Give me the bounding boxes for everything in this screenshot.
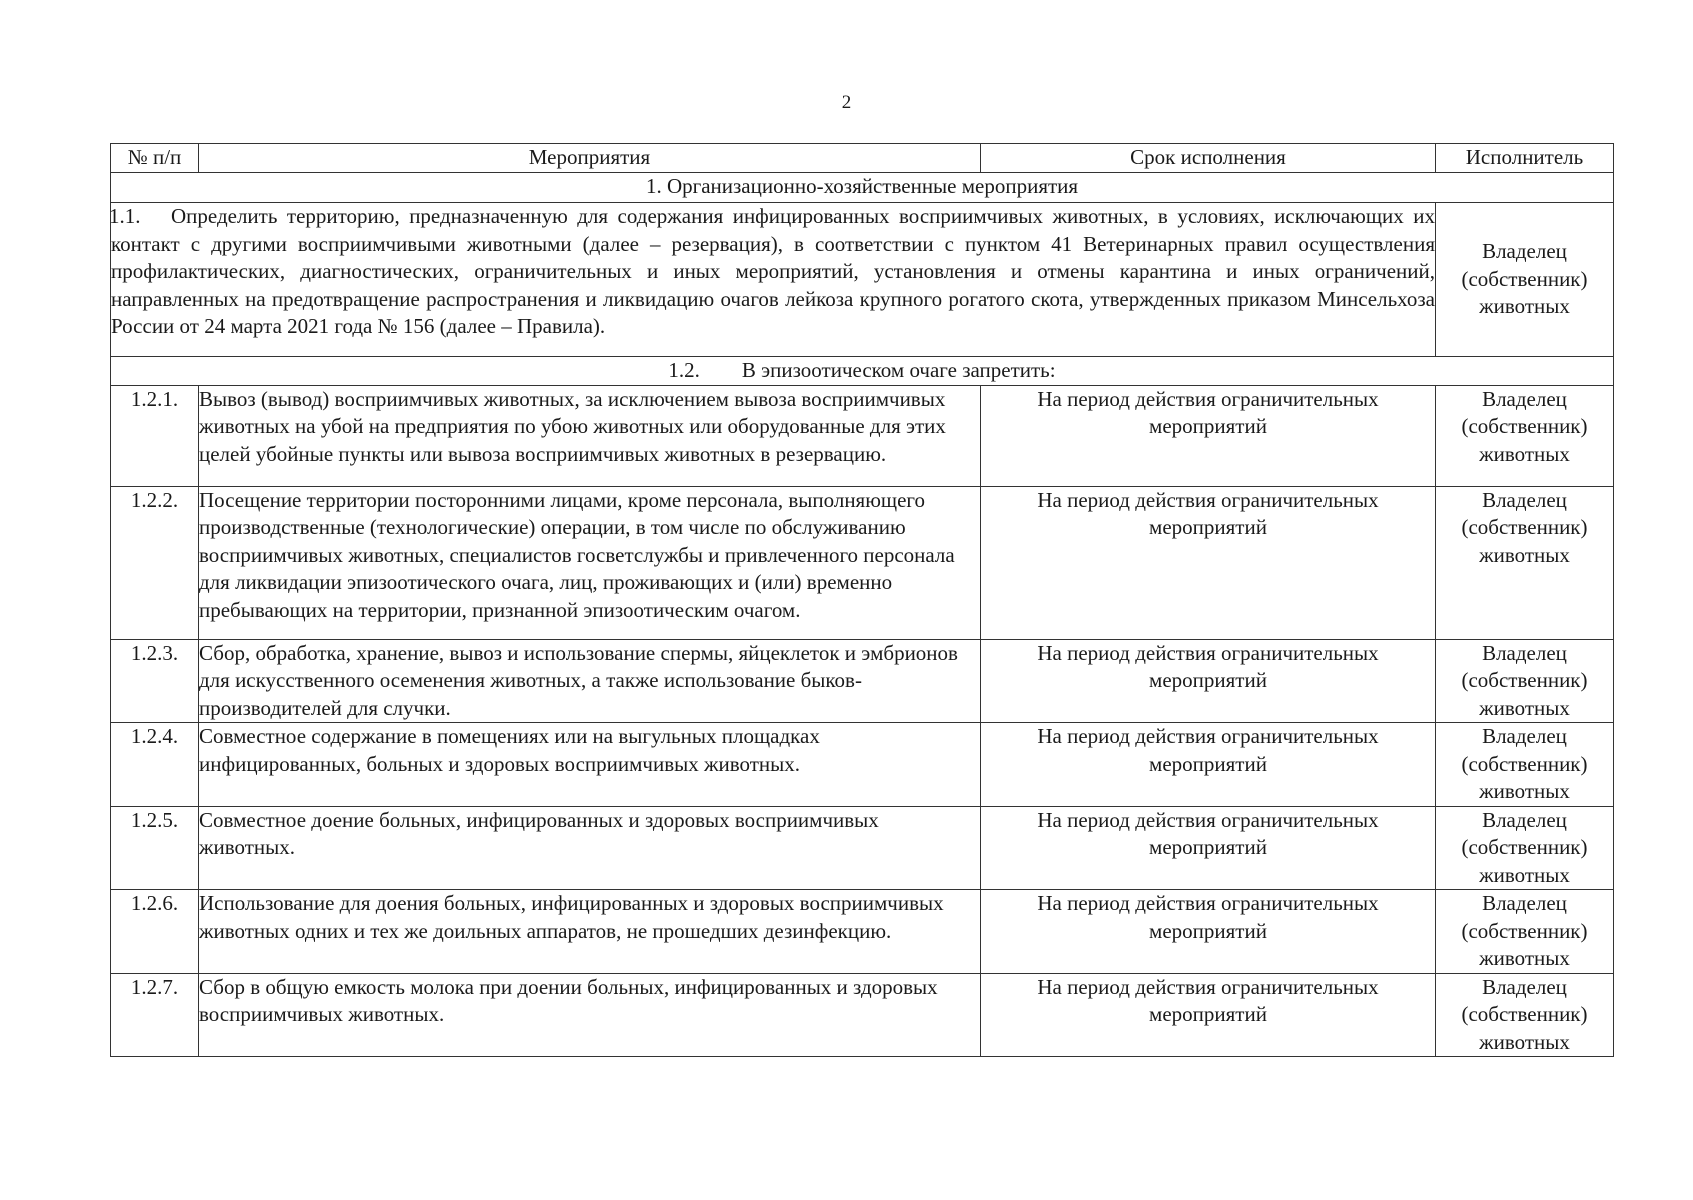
table-row bbox=[111, 973, 1614, 1057]
page-number: 2 bbox=[841, 92, 852, 113]
row-executor: Владелец (собственник) животных bbox=[1436, 486, 1614, 639]
table-row bbox=[111, 806, 1614, 890]
row-executor: Владелец (собственник) животных bbox=[1436, 385, 1614, 486]
subheader-text: В эпизоотическом очаге запретить: bbox=[741, 358, 1056, 382]
subheader-row bbox=[111, 357, 1614, 386]
header-executor: Исполнитель bbox=[1436, 144, 1614, 173]
table-row bbox=[111, 385, 1614, 486]
row-deadline: На период действия ограничительных мероприятий bbox=[981, 806, 1436, 890]
row-number: 1.2.4. bbox=[111, 723, 199, 807]
row-executor: Владелец (собственник) животных bbox=[1436, 203, 1614, 357]
row-deadline: На период действия ограничительных мероприятий bbox=[981, 385, 1436, 486]
row-number: 1.2.7. bbox=[111, 973, 199, 1057]
row-text: Определить территорию, предназначенную для содержания инфицированных восприимчивых животных, в условиях, исключающих их контакт с другими восприимчивыми животными (далее – резервация), в соответствии с пунктом 41 Ветеринарных правил осуществления профилактических, диагностических, ограничительных и иных мероприятий, установления и отмены карантина и иных ограничений, направленных на предотвращение распространения и ликвидацию очагов лейкоза крупного рогатого скота, утвержденных приказом Минсельхоза России от 24 марта 2021 года № 156 (далее – Правила). bbox=[111, 204, 1435, 338]
table-row bbox=[111, 203, 1614, 357]
row-deadline: На период действия ограничительных мероприятий bbox=[981, 890, 1436, 974]
row-number: 1.2.3. bbox=[111, 639, 199, 723]
measures-table bbox=[110, 143, 1614, 1057]
row-text: Посещение территории посторонними лицами, кроме персонала, выполняющего производственные (технологические) операции, в том числе по обслуживанию восприимчивых животных, специалистов госветслужбы и привлеченного персонала для ликвидации эпизоотического очага, лиц, проживающих и (или) временно пребывающих на территории, признанной эпизоотическим очагом. bbox=[199, 486, 981, 639]
subheader-number: 1.2. bbox=[668, 358, 700, 382]
row-number: 1.1. bbox=[109, 204, 141, 228]
section-row bbox=[111, 173, 1614, 203]
row-deadline: На период действия ограничительных мероприятий bbox=[981, 486, 1436, 639]
section-title: 1. Организационно-хозяйственные мероприятия bbox=[111, 173, 1614, 203]
header-deadline: Срок исполнения bbox=[981, 144, 1436, 173]
row-text: Совместное доение больных, инфицированных и здоровых восприимчивых животных. bbox=[199, 806, 981, 890]
row-executor: Владелец (собственник) животных bbox=[1436, 723, 1614, 807]
row-number: 1.2.2. bbox=[111, 486, 199, 639]
row-number: 1.2.5. bbox=[111, 806, 199, 890]
header-number: № п/п bbox=[111, 144, 199, 173]
row-text: Сбор в общую емкость молока при доении больных, инфицированных и здоровых восприимчивых животных. bbox=[199, 973, 981, 1057]
row-number: 1.2.6. bbox=[111, 890, 199, 974]
row-executor: Владелец (собственник) животных bbox=[1436, 973, 1614, 1057]
row-deadline: На период действия ограничительных мероприятий bbox=[981, 973, 1436, 1057]
table-row bbox=[111, 639, 1614, 723]
row-text: Совместное содержание в помещениях или на выгульных площадках инфицированных, больных и здоровых восприимчивых животных. bbox=[199, 723, 981, 807]
row-text: Сбор, обработка, хранение, вывоз и использование спермы, яйцеклеток и эмбрионов для искусственного осеменения животных, а также использование быков-производителей для случки. bbox=[199, 639, 981, 723]
row-1-1-cell bbox=[111, 203, 1436, 357]
table-header-row bbox=[111, 144, 1614, 173]
row-executor: Владелец (собственник) животных bbox=[1436, 806, 1614, 890]
table-row bbox=[111, 890, 1614, 974]
row-text: Вывоз (вывод) восприимчивых животных, за исключением вывоза восприимчивых животных на убой на предприятия по убою животных или оборудованные для этих целей убойные пункты или вывоза восприимчивых животных в резервацию. bbox=[199, 385, 981, 486]
table-row bbox=[111, 486, 1614, 639]
row-deadline: На период действия ограничительных мероприятий bbox=[981, 723, 1436, 807]
header-measures: Мероприятия bbox=[199, 144, 981, 173]
subheader-cell bbox=[111, 357, 1614, 386]
row-deadline: На период действия ограничительных мероприятий bbox=[981, 639, 1436, 723]
table-row bbox=[111, 723, 1614, 807]
row-number: 1.2.1. bbox=[111, 385, 199, 486]
row-executor: Владелец (собственник) животных bbox=[1436, 639, 1614, 723]
row-text: Использование для доения больных, инфицированных и здоровых восприимчивых животных одних и тех же доильных аппаратов, не прошедших дезинфекцию. bbox=[199, 890, 981, 974]
row-executor: Владелец (собственник) животных bbox=[1436, 890, 1614, 974]
